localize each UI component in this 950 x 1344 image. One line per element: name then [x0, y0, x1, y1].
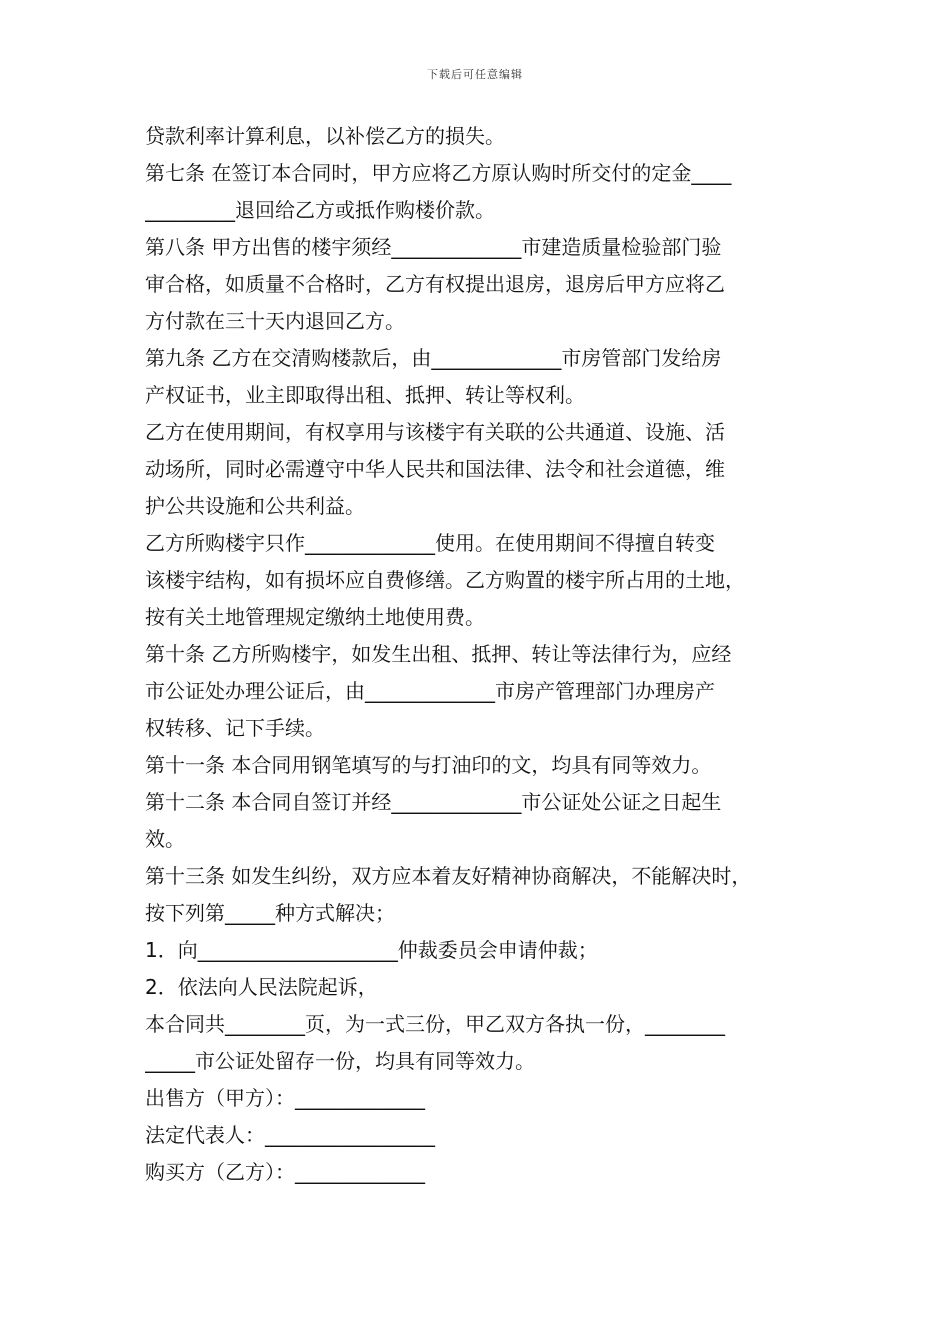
text-line: 按下列第_____种方式解决； — [145, 901, 395, 925]
text-line: 动场所，同时必需遵守中华人民共和国法律、法令和社会道德，维 — [145, 457, 725, 481]
text-line: 本合同共________页，为一式三份，甲乙双方各执一份，________ — [145, 1012, 725, 1036]
text-line: 贷款利率计算利息，以补偿乙方的损失。 — [145, 124, 505, 148]
text-line: 第九条 乙方在交清购楼款后，由_____________市房管部门发给房 — [145, 346, 722, 370]
text-line: 乙方所购楼宇只作_____________使用。在使用期间不得擅自转变 — [145, 531, 715, 555]
text-line: 第十一条 本合同用钢笔填写的与打油印的文，均具有同等效力。 — [145, 753, 712, 777]
text-line: 市公证处办理公证后，由_____________市房产管理部门办理房产 — [145, 679, 715, 703]
document-body — [145, 118, 810, 1191]
text-line: 第八条 甲方出售的楼宇须经_____________市建造质量检验部门验 — [145, 235, 722, 259]
text-line: 权转移、记下手续。 — [145, 716, 325, 740]
text-line: 效。 — [145, 827, 185, 851]
text-line: 按有关土地管理规定缴纳土地使用费。 — [145, 605, 485, 629]
text-line: 审合格，如质量不合格时，乙方有权提出退房，退房后甲方应将乙 — [145, 272, 725, 296]
text-line: 购买方（乙方）：_____________ — [145, 1160, 425, 1184]
text-line: 护公共设施和公共利益。 — [145, 494, 365, 518]
text-line: _____市公证处留存一份，均具有同等效力。 — [145, 1049, 535, 1073]
text-line: 1．向____________________仲裁委员会申请仲裁； — [145, 938, 598, 962]
text-line: 产权证书，业主即取得出租、抵押、转让等权利。 — [145, 383, 585, 407]
page-header: 下载后可任意编辑 — [427, 68, 523, 81]
text-line: 第十三条 如发生纠纷，双方应本着友好精神协商解决，不能解决时， — [145, 864, 752, 888]
text-line: 该楼宇结构，如有损坏应自费修缮。乙方购置的楼宇所占用的土地， — [145, 568, 745, 592]
text-line: 乙方在使用期间，有权享用与该楼宇有关联的公共通道、设施、活 — [145, 420, 725, 444]
text-line: 第十二条 本合同自签订并经_____________市公证处公证之日起生 — [145, 790, 722, 814]
text-line: 出售方（甲方）：_____________ — [145, 1086, 425, 1110]
text-line: _________退回给乙方或抵作购楼价款。 — [145, 198, 495, 222]
text-line: 第七条 在签订本合同时，甲方应将乙方原认购时所交付的定金____ — [145, 161, 732, 185]
text-line: 方付款在三十天内退回乙方。 — [145, 309, 405, 333]
text-line: 第十条 乙方所购楼宇，如发生出租、抵押、转让等法律行为，应经 — [145, 642, 732, 666]
text-line: 法定代表人：_________________ — [145, 1123, 435, 1147]
text-line: 2．依法向人民法院起诉， — [145, 975, 378, 999]
